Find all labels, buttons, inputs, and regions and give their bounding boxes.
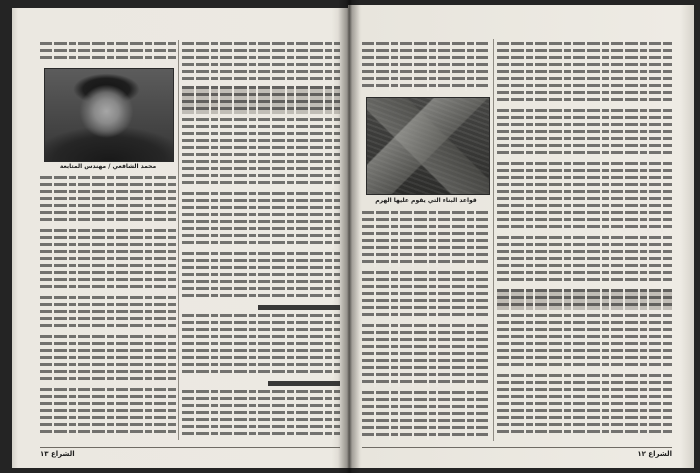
- text-paragraph: [497, 109, 672, 158]
- text-paragraph: [40, 42, 176, 63]
- text-paragraph: [40, 388, 176, 437]
- photo-man-portrait: [44, 68, 174, 162]
- column-divider: [178, 40, 179, 440]
- text-paragraph: [497, 42, 672, 105]
- photo-caption: محمد الشافعي / مهندس المتابعة: [59, 163, 157, 170]
- text-paragraph: [497, 236, 672, 285]
- text-paragraph: [182, 86, 340, 114]
- left-page: [12, 8, 352, 468]
- text-paragraph: [182, 192, 340, 248]
- text-paragraph: [362, 391, 490, 440]
- photo-aerial-site: [366, 97, 490, 195]
- book-spine-shadow: [338, 0, 360, 473]
- text-paragraph: [362, 324, 490, 387]
- photo-caption: قواعد البناء التي يقوم عليها الهرم: [375, 197, 477, 204]
- page-footer: الشراع ١٢: [637, 450, 672, 458]
- text-paragraph: [40, 335, 176, 384]
- text-paragraph: [182, 390, 340, 439]
- footer-rule: [40, 447, 340, 448]
- text-paragraph: [497, 289, 672, 310]
- text-paragraph: [182, 118, 340, 188]
- text-paragraph: [182, 314, 340, 377]
- subheading: [268, 381, 340, 386]
- subheading: [258, 305, 340, 310]
- text-paragraph: [362, 42, 490, 91]
- text-paragraph: [497, 162, 672, 232]
- text-paragraph: [182, 42, 340, 84]
- text-paragraph: [362, 211, 490, 267]
- page-footer: الشراع ١٣: [40, 450, 75, 458]
- text-paragraph: [497, 314, 672, 370]
- footer-rule: [362, 447, 672, 448]
- text-paragraph: [362, 271, 490, 320]
- text-paragraph: [40, 296, 176, 331]
- text-paragraph: [40, 229, 176, 292]
- text-paragraph: [40, 176, 176, 225]
- text-paragraph: [182, 252, 340, 301]
- column-divider: [493, 39, 494, 441]
- text-paragraph: [497, 374, 672, 437]
- right-page: [348, 5, 694, 468]
